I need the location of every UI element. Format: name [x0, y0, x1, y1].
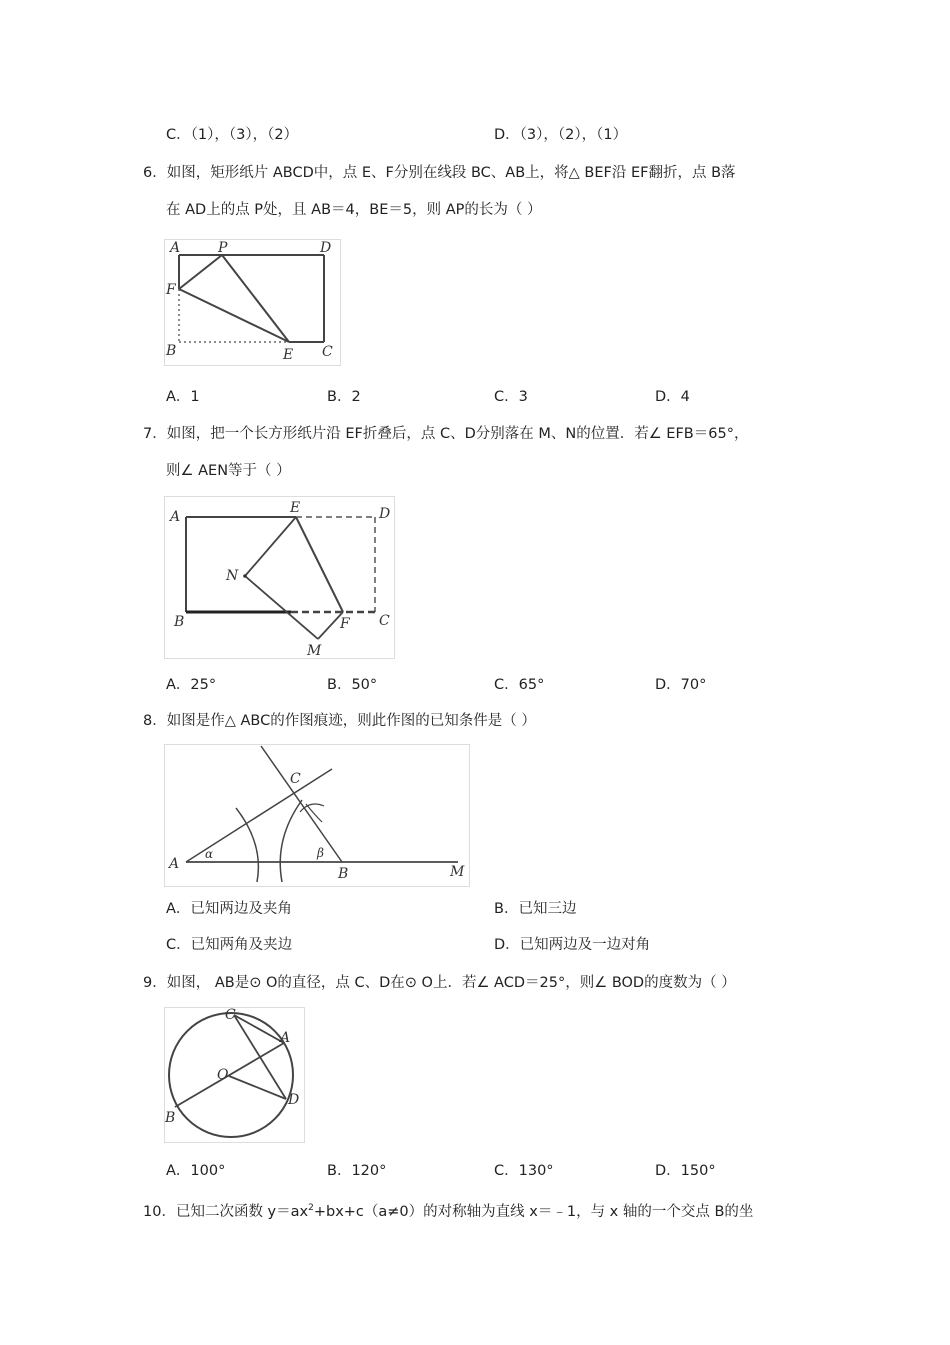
q7-option-a: A．25° [166, 677, 217, 693]
q5-option-c: C．（1），（3），（2） [166, 127, 299, 143]
q7-stem-line1: 7．如图，把一个长方形纸片沿 EF折叠后，点 C、D分别落在 M、N的位置．若∠ EFB＝65°， [143, 426, 749, 442]
q10-stem-line1 [143, 1199, 753, 1221]
q8-label-c: C [290, 771, 301, 787]
q6-label-e: E [283, 347, 294, 363]
q8-figure [164, 744, 471, 888]
q6-option-d: D．4 [655, 389, 690, 405]
q6-label-a: A [170, 240, 181, 256]
q7-option-b: B．50° [327, 677, 378, 693]
q6-option-a: A．1 [166, 389, 200, 405]
q9-stem-line1: 9．如图， AB是⊙ O的直径，点 C、D在⊙ O上．若∠ ACD＝25°，则∠ BOD的度数为（ ） [143, 975, 736, 991]
q10-stem-part2: +bx+c（a≠0）的对称轴为直线 x＝﹣1，与 x 轴的一个交点 B的坐 [313, 1203, 754, 1220]
q9-label-d: D [288, 1092, 300, 1108]
q8-label-beta: β [317, 846, 324, 860]
q7-label-a: A [170, 509, 181, 525]
q6-label-d: D [320, 240, 332, 256]
q7-label-f: F [340, 616, 350, 632]
q7-option-c: C．65° [494, 677, 545, 693]
q9-label-a: A [280, 1030, 291, 1046]
q6-stem-line2: 在 AD上的点 P处，且 AB＝4，BE＝5，则 AP的长为（ ） [166, 202, 542, 218]
q9-option-a: A．100° [166, 1163, 226, 1179]
q8-label-a: A [169, 856, 180, 872]
q7-label-d: D [379, 506, 391, 522]
q7-stem-line2: 则∠ AEN等于（ ） [166, 463, 291, 479]
q7-label-n: N [226, 568, 239, 584]
q9-option-c: C．130° [494, 1163, 554, 1179]
q7-figure [164, 496, 396, 660]
q6-option-b: B．2 [327, 389, 361, 405]
q9-figure [164, 1007, 306, 1144]
q7-label-e: E [290, 500, 301, 516]
q7-label-b: B [174, 614, 185, 630]
q8-stem-line1: 8．如图是作△ ABC的作图痕迹，则此作图的已知条件是（ ） [143, 713, 536, 729]
q6-label-p: P [218, 240, 228, 256]
q7-label-c: C [379, 613, 390, 629]
q8-option-d: D．已知两边及一边对角 [494, 937, 651, 953]
q9-option-b: B．120° [327, 1163, 387, 1179]
q5-option-d: D．（3），（2），（1） [494, 127, 628, 143]
q6-option-c: C．3 [494, 389, 528, 405]
q6-label-b: B [166, 343, 177, 359]
q7-option-d: D．70° [655, 677, 707, 693]
q7-label-m: M [307, 643, 322, 659]
q8-option-b: B．已知三边 [494, 901, 577, 917]
q9-label-b: B [165, 1110, 176, 1126]
q10-superscript: 2 [308, 1203, 314, 1213]
q8-label-m: M [450, 864, 465, 880]
q9-label-o: O [217, 1067, 229, 1083]
q8-label-alpha: α [205, 847, 214, 861]
q6-label-f: F [166, 282, 176, 298]
q8-option-a: A．已知两边及夹角 [166, 901, 292, 917]
q8-option-c: C．已知两角及夹边 [166, 937, 293, 953]
q10-stem-part1: 10．已知二次函数 y＝ax [143, 1203, 309, 1220]
q6-label-c: C [322, 344, 333, 360]
q8-label-b: B [338, 866, 349, 882]
q6-stem-line1: 6．如图，矩形纸片 ABCD中，点 E、F分别在线段 BC、AB上，将△ BEF沿 EF翻折，点 B落 [143, 165, 736, 181]
q9-option-d: D．150° [655, 1163, 716, 1179]
q9-label-c: C [225, 1007, 236, 1023]
q6-figure [164, 239, 342, 367]
